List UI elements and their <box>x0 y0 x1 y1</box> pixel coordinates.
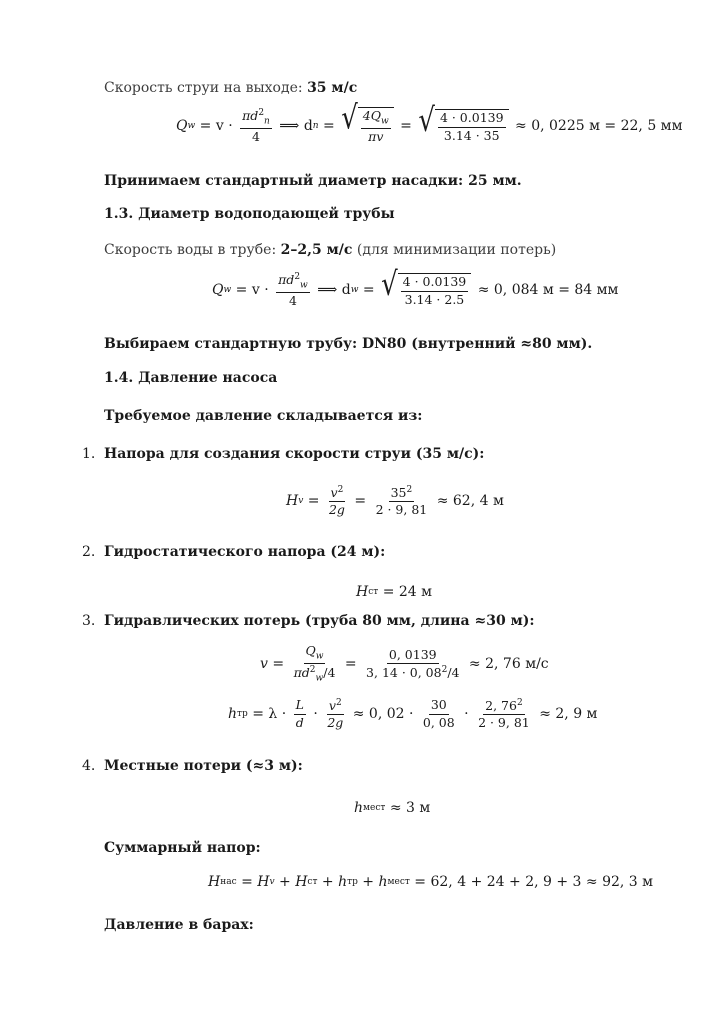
jet-speed-value: 35 м/с <box>307 80 358 96</box>
formula-superscript: 2 <box>258 107 265 118</box>
formula-superscript: 2 <box>294 271 301 282</box>
formula-subscript: w <box>381 116 389 127</box>
velocity-head-formula <box>286 478 504 524</box>
fraction-numerator: πd <box>242 107 259 123</box>
fraction-denominator: πd <box>293 665 310 681</box>
formula-text: ⟹ d <box>274 118 313 134</box>
formula-symbol: h <box>354 800 364 816</box>
fraction <box>361 109 391 144</box>
formula-text: = <box>303 493 324 509</box>
formula-superscript: 2 <box>441 664 448 675</box>
formula-subscript: тр <box>237 709 248 719</box>
pipe-standard-line: Выбираем стандартную трубу: DN80 (внутренний ≈80 мм). <box>104 336 593 352</box>
formula-superscript: 2 <box>516 697 523 708</box>
list-item: Местные потери (≈3 м): <box>104 758 303 774</box>
formula-result: ≈ 2, 9 м <box>534 706 598 722</box>
formula-result: = 62, 4 + 24 + 2, 9 + 3 ≈ 92, 3 м <box>409 874 654 890</box>
fraction <box>327 485 347 518</box>
pressure-bar-label: Давление в барах: <box>104 917 254 933</box>
formula-text: = <box>349 493 371 509</box>
formula-subscript: w <box>187 121 196 131</box>
fraction-numerator: v <box>328 697 336 713</box>
formula-text: = v · <box>195 118 238 134</box>
list-item: Гидравлических потерь (труба 80 мм, длина ≈30 м): <box>104 613 535 629</box>
formula-subscript: мест <box>363 803 386 813</box>
list-number: 3. <box>82 613 96 629</box>
formula-subscript: w <box>223 285 232 295</box>
fraction-denominator: 3.14 · 35 <box>443 127 500 143</box>
formula-subscript: ст <box>368 587 379 597</box>
formula-text: = λ · <box>247 706 291 722</box>
list-number: 2. <box>82 544 96 560</box>
fraction-numerator: Q <box>305 643 316 659</box>
formula-text: + H <box>274 874 308 890</box>
fraction-numerator: 35 <box>390 484 407 500</box>
fraction <box>401 275 469 307</box>
water-speed-note: (для минимизации потерь) <box>352 242 557 258</box>
fraction-numerator: v <box>330 484 338 500</box>
formula-text: = v · <box>231 282 274 298</box>
formula-subscript: v <box>298 496 304 506</box>
formula-text: /4 <box>323 665 336 681</box>
formula-result: ≈ 0, 0225 м = 22, 5 мм <box>510 118 683 134</box>
fraction-denominator: πv <box>368 129 384 145</box>
formula-text: = <box>318 118 340 134</box>
formula-text: = <box>358 282 380 298</box>
formula-result: = 24 м <box>378 584 433 600</box>
fraction-numerator: 0, 0139 <box>387 648 439 664</box>
formula-text: /4 <box>447 665 460 681</box>
formula-symbol: v <box>260 656 268 672</box>
formula-symbol: H <box>356 584 369 600</box>
fraction-denominator: 2g <box>328 502 345 518</box>
fraction-denominator: 3, 14 · 0, 08 <box>366 665 442 681</box>
formula-symbol: h <box>228 706 238 722</box>
fraction-numerator: 4 · 0.0139 <box>438 111 506 127</box>
fraction-numerator: 2, 76 <box>485 697 517 713</box>
formula-text: + h <box>357 874 388 890</box>
formula-superscript: 2 <box>406 484 413 495</box>
nozzle-standard-line: Принимаем стандартный диаметр насадки: 25 мм. <box>104 173 522 189</box>
formula-superscript: 2 <box>337 484 344 495</box>
fraction-denominator: 3.14 · 2.5 <box>404 291 465 307</box>
square-root: √ $\frac{4 \cdot 0.0139}{3.14 \cdot 35}$ <box>418 109 508 143</box>
formula-superscript: 2 <box>335 697 342 708</box>
formula-text: = <box>340 656 362 672</box>
formula-superscript: 2 <box>309 664 316 675</box>
formula-text: + h <box>317 874 348 890</box>
fraction <box>294 698 306 730</box>
fraction-denominator: 2 · 9, 81 <box>478 715 530 731</box>
list-number: 1. <box>82 446 96 462</box>
formula-subscript: w <box>315 673 324 684</box>
formula-result: ≈ 3 м <box>385 800 431 816</box>
fraction-denominator: d <box>295 714 304 730</box>
list-number: 4. <box>82 758 96 774</box>
section-heading-1-4: 1.4. Давление насоса <box>104 370 278 386</box>
fraction <box>374 485 430 518</box>
fraction <box>325 698 345 731</box>
formula-symbol: H <box>208 874 221 890</box>
fraction-denominator: 2g <box>327 715 344 731</box>
formula-text: = <box>395 118 417 134</box>
formula-subscript: тр <box>347 877 358 887</box>
fraction-denominator: 0, 08 <box>422 714 455 730</box>
formula-result: ≈ 62, 4 м <box>432 493 504 509</box>
fraction <box>364 648 461 681</box>
water-speed-value: 2–2,5 м/с <box>280 242 353 258</box>
pipe-velocity-formula <box>260 642 549 686</box>
fraction-denominator: 4 <box>288 292 297 308</box>
formula-text: = H <box>236 874 270 890</box>
formula-symbol: Q <box>212 282 224 298</box>
fraction-numerator: 4 · 0.0139 <box>401 275 469 291</box>
formula-subscript: w <box>350 285 359 295</box>
formula-subscript: n <box>312 121 319 131</box>
fraction <box>292 644 338 684</box>
fraction-denominator: 4 <box>251 128 260 144</box>
fraction <box>240 108 272 144</box>
fraction <box>276 272 310 308</box>
formula-text: · <box>308 706 323 722</box>
formula-result: ≈ 2, 76 м/с <box>464 656 549 672</box>
total-head-label: Суммарный напор: <box>104 840 261 856</box>
formula-subscript: нас <box>220 877 237 887</box>
section-heading-1-3: 1.3. Диаметр водоподающей трубы <box>104 206 395 222</box>
fraction <box>476 698 532 731</box>
list-item: Напора для создания скорости струи (35 м/с): <box>104 446 485 462</box>
formula-text: · <box>459 706 474 722</box>
fraction-numerator: 4Q <box>362 108 381 124</box>
pipe-diameter-formula <box>212 268 618 312</box>
total-head-formula <box>208 870 653 894</box>
fraction-numerator: πd <box>278 271 295 287</box>
nozzle-diameter-formula <box>176 100 683 148</box>
jet-speed-line <box>104 80 357 96</box>
water-speed-line <box>104 242 556 258</box>
fraction-numerator: 30 <box>429 698 449 714</box>
formula-text: = <box>267 656 289 672</box>
friction-loss-formula <box>228 692 597 736</box>
fraction-numerator: L <box>294 698 306 714</box>
square-root: √ $\frac{4 \cdot 0.0139}{3.14 \cdot 2.5}$ <box>381 273 471 307</box>
formula-subscript: ст <box>307 877 318 887</box>
fraction <box>421 698 457 730</box>
list-item: Гидростатического напора (24 м): <box>104 544 386 560</box>
jet-speed-label: Скорость струи на выходе: <box>104 80 308 96</box>
pressure-intro-line: Требуемое давление складывается из: <box>104 408 423 424</box>
local-loss-formula <box>354 796 430 820</box>
fraction <box>438 111 506 143</box>
formula-subscript: w <box>315 651 324 662</box>
formula-result: ≈ 0, 084 м = 84 мм <box>473 282 619 298</box>
formula-subscript: n <box>264 116 270 127</box>
formula-subscript: w <box>300 280 308 291</box>
square-root: √ $\frac{4Q_w}{\pi v}$ <box>341 107 394 144</box>
formula-text: ⟹ d <box>312 282 351 298</box>
formula-subscript: мест <box>387 877 410 887</box>
formula-text: ≈ 0, 02 · <box>348 706 418 722</box>
formula-symbol: H <box>286 493 299 509</box>
formula-subscript: v <box>269 877 275 887</box>
formula-symbol: Q <box>176 118 188 134</box>
water-speed-label: Скорость воды в трубе: <box>104 242 281 258</box>
static-head-formula <box>356 580 432 604</box>
fraction-denominator: 2 · 9, 81 <box>375 502 428 518</box>
